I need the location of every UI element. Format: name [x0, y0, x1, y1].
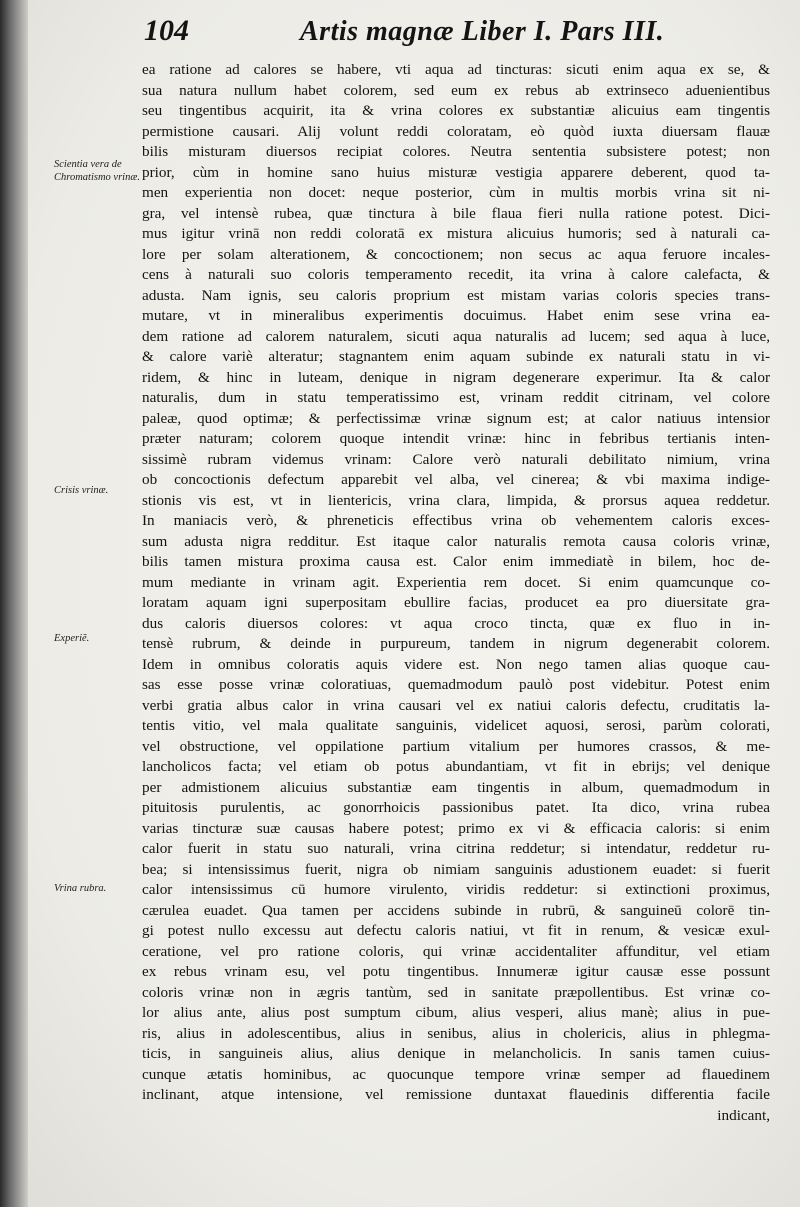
text-line: permistione causari. Alij volunt reddi coloratam, eò quòd iuxta diuersam flauæ — [142, 122, 770, 140]
text-line: calor intensissimus cū humore virulento, viridis reddetur: si extinctioni proximus, — [142, 881, 770, 898]
text-line: loratam aquam igni superpositam ebullire facias, producet ea pro diuersitate gra- — [142, 594, 770, 611]
text-line: men experientia non docet: neque posterior, cùm in multis morbis vrina sit ni- — [142, 184, 770, 201]
text-line: ceratione, vel pro ratione coloris, qui vrinæ accidentaliter affunditur, vel etiam — [142, 942, 770, 960]
text-line: lore per solam alterationem, & concoctionem; non secus ac aqua feruore incales- — [142, 245, 770, 263]
text-line: ea ratione ad calores se habere, vti aqua ad tincturas: sicuti enim aqua ex se, & — [142, 61, 770, 78]
text-line: ris, alius in adolescentibus, alius in senibus, alius in cholericis, alius in phlegma- — [142, 1024, 770, 1042]
text-line: ticis, in sanguineis alius, alius denique in melancholicis. In sanis tamen cuius- — [142, 1045, 770, 1062]
text-line: coloris vrinæ non in ægris tantùm, sed in sanitate præpollentibus. Est vrinæ co- — [142, 983, 770, 1001]
text-line: indicant, — [717, 1106, 770, 1124]
text-line: ex rebus vrinam esu, vel potu tingentibus. Innumeræ igitur causæ esse possunt — [142, 963, 770, 980]
text-line: cærulea euadet. Qua tamen per accidens subinde in rubrū, & sanguineū colorē tin- — [142, 901, 770, 919]
text-line: per admistionem alicuius substantiæ eam tingentis in album, quemadmodum in — [142, 778, 770, 796]
page-number: 104 — [144, 14, 189, 47]
text-line: ob concoctionis defectum apparebit vel alba, vel cinerea; & vbi maxima indige- — [142, 471, 770, 488]
text-line: prior, cùm in homine sano huius misturæ vestigia apparere deberent, quod ta- — [142, 163, 770, 181]
page-gutter-shadow — [0, 0, 28, 1207]
text-line: sas esse posse vrinæ coloratiuas, quemadmodum paulò post videbitur. Potest enim — [142, 676, 770, 693]
text-line: tentis vitio, vel mala qualitate sanguinis, videlicet aquosi, serosi, parùm colorati, — [142, 717, 770, 734]
text-line: In maniacis verò, & phreneticis effectibus vrina ob vehementem caloris exces- — [142, 512, 770, 529]
text-line: varias tincturæ suæ causas habere potest; primo ex vi & efficacia caloris: si enim — [142, 819, 770, 837]
text-line: stionis vis est, vt in lientericis, vrina clara, limpida, & prorsus aquea reddetur. — [142, 491, 770, 509]
text-line: pituitosis purulentis, ac gonorrhoicis passionibus patet. Ita dico, vrina rubea — [142, 799, 770, 816]
margin-note: Experiẽ. — [54, 633, 90, 644]
text-line: cunque ætatis hominibus, ac quocunque tempore vrinæ semper ad flauedinem — [142, 1065, 770, 1083]
text-line: bea; si intensissimus fuerit, nigra ob nimiam sanguinis adustionem euadet: si fuerit — [142, 860, 770, 878]
text-line: mutare, vt in mineralibus experimentis docuimus. Habet enim sese vrina ea- — [142, 307, 770, 324]
text-line: mum mediante in vrinam agit. Experientia rem docet. Si enim quamcunque co- — [142, 573, 770, 591]
text-line: dus caloris diuersos colores: vt aqua croco tincta, quæ ex fluo in in- — [142, 614, 770, 632]
text-line: gi potest nullo excessu aut defectu caloris natiui, vt fit in renum, & vesicæ exul- — [142, 922, 770, 939]
text-line: bilis misturam diuersos recipiat colores. Neutra sententia subsistere potest; non — [142, 143, 770, 160]
text-line: vel obstructione, vel oppilatione partium vitalium per humores crassos, & me- — [142, 737, 770, 755]
body-text — [142, 60, 770, 1126]
margin-note: Crisis vrinæ. — [54, 485, 109, 496]
text-line: calor fuerit in statu suo naturali, vrina citrina reddetur; si intendatur, reddetur ru- — [142, 840, 770, 857]
text-line: adusta. Nam ignis, seu caloris proprium est mistam varias coloris species trans- — [142, 286, 770, 304]
text-line: seu tingentibus acquirit, ita & vrina colores ex substantiæ alicuius eam tingentis — [142, 102, 770, 119]
text-line: lancholicos facta; vel etiam ob potus abundantiam, vt fit in ebrijs; vel denique — [142, 758, 770, 775]
text-line: mus igitur vrinā non reddi coloratā ex mistura alicuius humoris; sed à naturali ca- — [142, 225, 770, 242]
text-line: & calore variè alteratur; stagnantem enim aquam subinde ex naturali statu in vi- — [142, 348, 770, 365]
text-line: sua natura nullum habet colorem, sed eum ex rebus ab extrinseco aduenientibus — [142, 81, 770, 99]
text-line: inclinant, atque intensione, vel remissione duntaxat flauedinis differentia facile — [142, 1086, 770, 1103]
text-line: Idem in omnibus coloratis aquis videre est. Non nego tamen alias quoque cau- — [142, 655, 770, 673]
text-line: gra, vel intensè rubea, quæ tinctura à bile flaua fieri nulla ratione potest. Dici- — [142, 204, 770, 222]
running-title: Artis magnæ Liber I. Pars III. — [300, 16, 665, 47]
text-line: cens à naturali suo coloris temperamento recedit, ita vrina à calore calefacta, & — [142, 266, 770, 283]
text-line: sum adusta nigra redditur. Est itaque calor naturalis remota causa coloris vrinæ, — [142, 532, 770, 550]
text-line: lor alius ante, alius post sumptum cibum, alius vesperi, alius manè; alius in pue- — [142, 1004, 770, 1021]
text-line: verbi gratia albus calor in vrina causari vel ex natiui caloris defectu, cruditatis la- — [142, 696, 770, 714]
text-line: tensè rubrum, & deinde in purpureum, tandem in nigrum degenerabit colorem. — [142, 635, 770, 652]
text-line: bilis tamen mistura proxima causa est. Calor enim immediatè in bilem, hoc de- — [142, 553, 770, 570]
text-line: paleæ, quod optimæ; & perfectissimæ vrinæ signum est; at calor natiuus intensior — [142, 409, 770, 427]
margin-note: Vrina rubra. — [54, 883, 107, 894]
text-line: naturalis, dum in statu temperatissimo est, vrinam reddit citrinam, vel colore — [142, 389, 770, 406]
margin-note: Scientia vera de Chromatismo vrinæ. — [54, 159, 140, 183]
text-line: præter naturam; colorem quoque intendit vrinæ: hinc in febribus tertianis inten- — [142, 430, 770, 447]
text-line: dem ratione ad calorem naturalem, sicuti aqua naturalis ad lucem; sed aqua à luce, — [142, 327, 770, 345]
text-line: ridem, & hinc in luteam, denique in nigram degenerare experimur. Ita & calor — [142, 368, 770, 386]
text-line: sissimè rubram videmus vrinam: Calore verò naturali debilitato nimium, vrina — [142, 450, 770, 468]
page-header — [140, 14, 720, 54]
